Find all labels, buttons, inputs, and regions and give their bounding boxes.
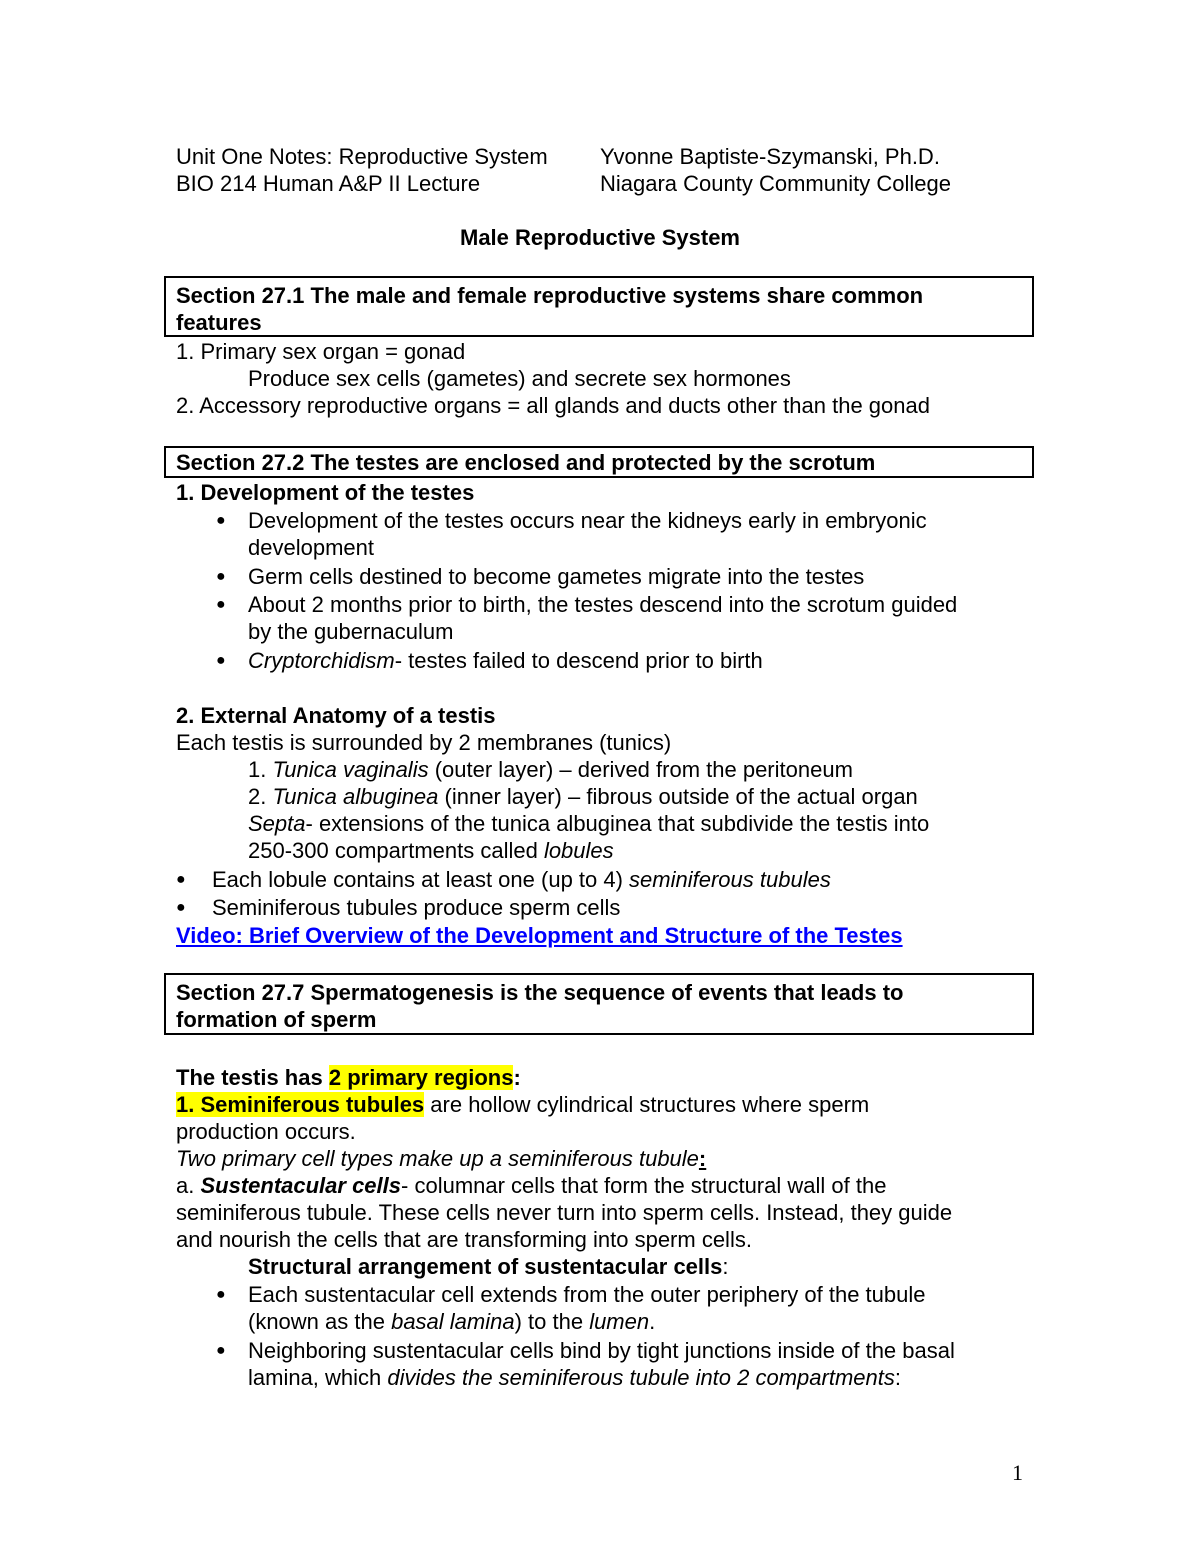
s277-a-line3: and nourish the cells that are transforming into sperm cells.	[176, 1227, 752, 1252]
s272-dot1	[212, 866, 831, 893]
s271-item2: 2. Accessory reproductive organs = all glands and ducts other than the gonad	[176, 393, 930, 418]
bullet-icon: ●	[176, 871, 186, 888]
tunic1-desc: (outer layer) – derived from the peritoneum	[428, 757, 853, 782]
s277-s1-line1: Each sustentacular cell extends from the outer periphery of the tubule	[248, 1282, 926, 1307]
s272-sub2: 2. External Anatomy of a testis	[176, 703, 496, 728]
two-types-text: Two primary cell types make up a seminiferous tubule	[176, 1146, 699, 1171]
video-link[interactable]: Video: Brief Overview of the Development and Structure of the Testes	[176, 923, 903, 948]
term-lobules: lobules	[543, 838, 614, 863]
tubules-highlight: 1. Seminiferous tubules	[176, 1092, 425, 1117]
s272-intro: Each testis is surrounded by 2 membranes (tunics)	[176, 730, 672, 755]
tunic2-number: 2.	[248, 784, 273, 809]
bullet-icon: ●	[216, 568, 226, 585]
septa-line2-text: 250-300 compartments called	[248, 838, 544, 863]
bullet-icon: ●	[176, 899, 186, 916]
s272-bullet4-rest: - testes failed to descend prior to birth	[394, 648, 763, 673]
s272-septa	[248, 810, 929, 837]
header-college: Niagara County Community College	[600, 171, 951, 196]
s277-tubules-line2: production occurs.	[176, 1119, 356, 1144]
tubules-desc: are hollow cylindrical structures where sperm	[424, 1092, 870, 1117]
s1-end: .	[649, 1309, 656, 1334]
header-course-name: BIO 214 Human A&P II Lecture	[176, 171, 481, 196]
bullet-icon: ●	[216, 652, 226, 669]
page-number: 1	[1012, 1460, 1023, 1485]
section-27-7-heading-line1: Section 27.7 Spermatogenesis is the sequence of events that leads to	[176, 980, 904, 1005]
struct-colon: :	[722, 1254, 729, 1279]
s271-item1-sub: Produce sex cells (gametes) and secrete sex hormones	[248, 366, 791, 391]
header-instructor: Yvonne Baptiste-Szymanski, Ph.D.	[600, 144, 940, 169]
s277-two-types	[176, 1145, 706, 1172]
term-cryptorchidism: Cryptorchidism	[248, 648, 395, 673]
tunic1-number: 1.	[248, 757, 273, 782]
struct-heading-text: Structural arrangement of sustentacular cells	[248, 1254, 723, 1279]
a-desc: - columnar cells that form the structural wall of the	[401, 1173, 887, 1198]
term-lumen: lumen	[589, 1309, 650, 1334]
s272-septa-line2	[248, 837, 614, 864]
regions-highlight: 2 primary regions	[328, 1065, 514, 1090]
header-course-notes: Unit One Notes: Reproductive System	[176, 144, 548, 169]
s277-regions	[176, 1064, 521, 1091]
term-sustentacular-cells: Sustentacular cells	[200, 1173, 402, 1198]
regions-colon: :	[513, 1065, 521, 1090]
s271-item1: 1. Primary sex organ = gonad	[176, 339, 466, 364]
s1-pre: (known as the	[248, 1309, 392, 1334]
a-prefix: a.	[176, 1173, 201, 1198]
term-two-compartments: divides the seminiferous tubule into 2 compartments	[387, 1365, 895, 1390]
term-tunica-vaginalis: Tunica vaginalis	[272, 757, 429, 782]
term-septa: Septa	[248, 811, 306, 836]
two-types-colon: :	[698, 1146, 707, 1171]
s277-a-line2: seminiferous tubule. These cells never turn into sperm cells. Instead, they guide	[176, 1200, 953, 1225]
bullet-icon: ●	[216, 1342, 226, 1359]
dot1-text: Each lobule contains at least one (up to 4)	[212, 867, 630, 892]
bullet-icon: ●	[216, 596, 226, 613]
term-tunica-albuginea: Tunica albuginea	[272, 784, 439, 809]
bullet-icon: ●	[216, 1286, 226, 1303]
page-title: Male Reproductive System	[460, 225, 740, 250]
section-27-1-heading-line2: features	[176, 310, 262, 335]
section-27-2-heading: Section 27.2 The testes are enclosed and protected by the scrotum	[176, 450, 876, 475]
s272-bullet3-line1: About 2 months prior to birth, the testes descend into the scrotum guided	[248, 592, 958, 617]
s2-end: :	[894, 1365, 901, 1390]
s272-bullet2: Germ cells destined to become gametes migrate into the testes	[248, 564, 865, 589]
bullet-icon: ●	[216, 512, 226, 529]
s272-dot2: Seminiferous tubules produce sperm cells	[212, 895, 621, 920]
section-27-1-heading-line1: Section 27.1 The male and female reproductive systems share common	[176, 283, 924, 308]
regions-text: The testis has	[176, 1065, 329, 1090]
s272-tunic1	[248, 756, 853, 783]
s272-bullet3-line2: by the gubernaculum	[248, 619, 454, 644]
s277-tubules	[176, 1091, 869, 1118]
section-27-7-heading-line2: formation of sperm	[176, 1007, 377, 1032]
s277-s2-line1: Neighboring sustentacular cells bind by tight junctions inside of the basal	[248, 1338, 955, 1363]
s2-pre: lamina, which	[248, 1365, 388, 1390]
s277-s2-line2	[248, 1364, 901, 1391]
s1-mid: ) to the	[514, 1309, 590, 1334]
term-basal-lamina: basal lamina	[391, 1309, 515, 1334]
s272-bullet4	[248, 647, 763, 674]
s277-struct-heading	[248, 1253, 729, 1280]
septa-desc: - extensions of the tunica albuginea that subdivide the testis into	[305, 811, 930, 836]
s277-s1-line2	[248, 1308, 655, 1335]
tunic2-desc: (inner layer) – fibrous outside of the actual organ	[438, 784, 918, 809]
s272-bullet1-line2: development	[248, 535, 374, 560]
s272-sub1: 1. Development of the testes	[176, 480, 475, 505]
s272-bullet1-line1: Development of the testes occurs near the kidneys early in embryonic	[248, 508, 927, 533]
s277-a	[176, 1172, 886, 1199]
term-seminiferous-tubules: seminiferous tubules	[629, 867, 831, 892]
s272-tunic2	[248, 783, 918, 810]
